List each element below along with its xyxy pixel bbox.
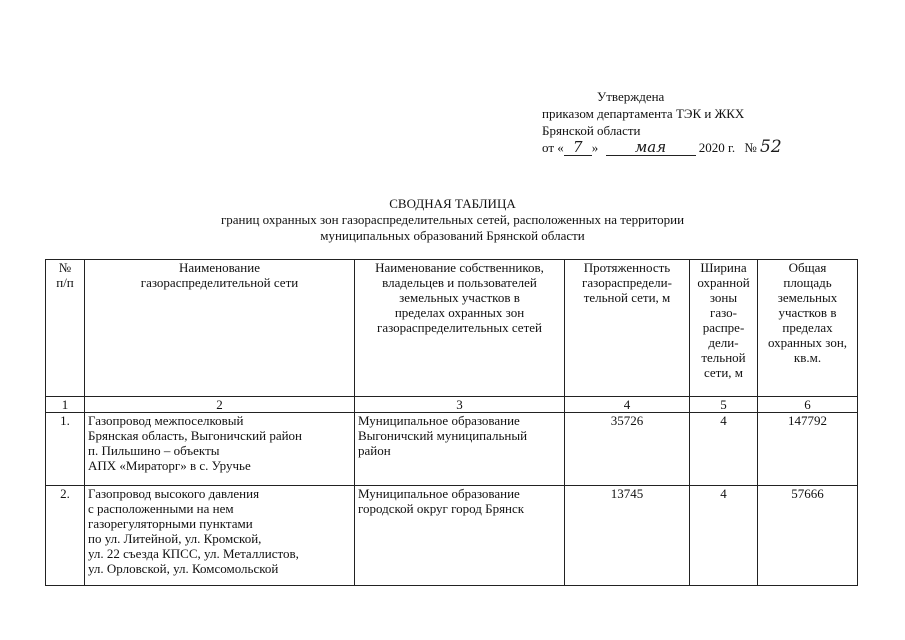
approval-region-line: Брянской области [542,123,641,138]
handwritten-month: мая [606,140,696,156]
handwritten-day: 7 [564,140,592,156]
network-name-cell: Газопровод межпоселковый Брянская область, Выгоничский район п. Пильшино – объекты АПХ «Мираторг» в с. Уручье [85,413,355,486]
area-cell: 57666 [758,486,858,586]
date-from-label: от « [542,140,564,155]
date-close-quote: » [591,140,599,155]
owner-cell: Муниципальное образование Выгоничский муниципальный район [355,413,565,486]
length-cell: 35726 [565,413,690,486]
header-cell: Общая площадь земельных участков в пределах охранных зон, кв.м. [758,260,858,397]
table-row [46,413,858,486]
header-cell: Наименование газораспределительной сети [85,260,355,397]
approval-date-line [542,139,782,156]
network-name-cell: Газопровод высокого давления с расположенными на нем газорегуляторными пунктами по ул. Литейной, ул. Кромской, ул. 22 съезда КПСС, ул. Металлистов, ул. Орловской, ул. Комсомольской [85,486,355,586]
area-cell: 147792 [758,413,858,486]
table-title: СВОДНАЯ ТАБЛИЦА [389,196,516,211]
length-cell: 13745 [565,486,690,586]
width-cell: 4 [690,486,758,586]
date-year: 2020 г. [698,140,736,155]
approval-order-line: приказом департамента ТЭК и ЖКХ [542,106,745,121]
approval-block [542,88,782,156]
header-cell: Ширина охранной зоны газо- распре- дели- тельной сети, м [690,260,758,397]
header-cell: № п/п [46,260,85,397]
header-row [46,260,858,397]
width-cell: 4 [690,413,758,486]
approval-title: Утверждена [597,89,665,104]
boundaries-table [45,259,858,586]
row-number: 1. [46,413,85,486]
row-number: 2. [46,486,85,586]
column-number: 6 [758,397,858,413]
column-number-row [46,397,858,413]
number-sign: № [744,140,757,155]
column-number: 3 [355,397,565,413]
column-number: 1 [46,397,85,413]
header-cell: Протяженность газораспредели- тельной сети, м [565,260,690,397]
column-number: 2 [85,397,355,413]
column-number: 5 [690,397,758,413]
table-subtitle-line1: границ охранных зон газораспределительных сетей, расположенных на территории [220,212,685,227]
column-number: 4 [565,397,690,413]
table-subtitle-line2: муниципальных образований Брянской области [320,228,585,243]
handwritten-number: 52 [760,137,782,157]
table-row [46,486,858,586]
owner-cell: Муниципальное образование городской округ город Брянск [355,486,565,586]
header-cell: Наименование собственников, владельцев и пользователей земельных участков в пределах охранных зон газораспределительных сетей [355,260,565,397]
